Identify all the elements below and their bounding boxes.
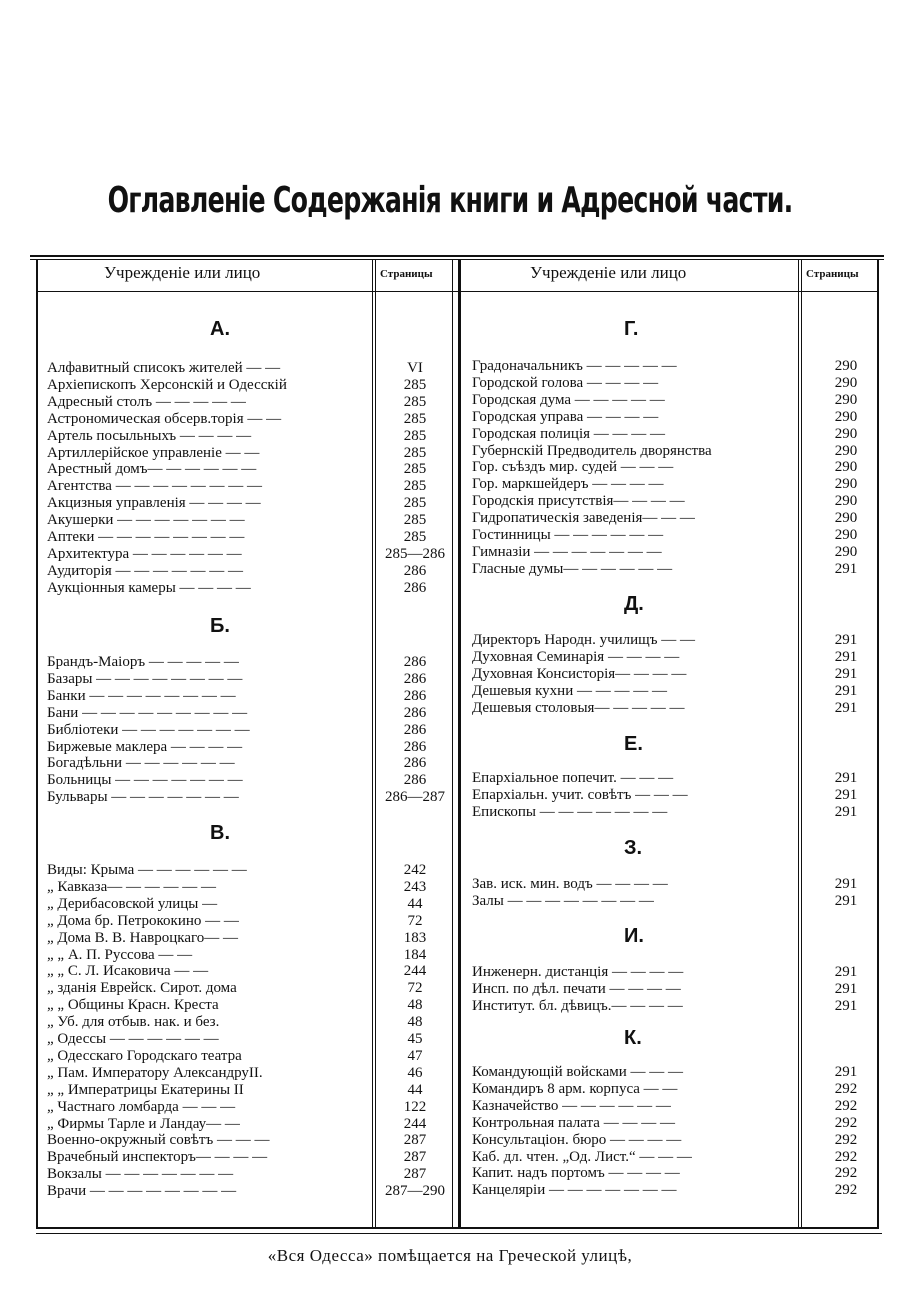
entry-page: 290	[834, 510, 858, 527]
entry-name: „ Уб. для отбыв. нак. и без.	[47, 1014, 220, 1031]
entry-name: Городскія присутствія— — — —	[472, 493, 685, 510]
index-entry	[47, 445, 467, 462]
index-entry	[47, 563, 467, 580]
entry-name: Врачи — — — — — — — —	[47, 1183, 237, 1200]
index-entry	[472, 649, 892, 666]
entry-name: „ Кавказа— — — — — —	[47, 878, 217, 895]
index-entry	[47, 755, 467, 772]
entry-name: „ Одессы — — — — — —	[47, 1031, 219, 1047]
entry-page: 291	[834, 892, 858, 909]
left-header-label: Учрежденіе или лицо	[104, 263, 261, 282]
index-entry	[472, 392, 892, 409]
index-entry	[47, 360, 467, 377]
section-letter: Б.	[210, 615, 230, 637]
index-entry	[47, 529, 467, 546]
index-entry	[47, 512, 467, 529]
index-entry	[47, 930, 467, 947]
entry-name: „ „ Общины Красн. Креста	[47, 997, 219, 1014]
entry-name: Институт. бл. дѣвицъ.— — — —	[472, 997, 683, 1014]
entry-page: 290	[834, 408, 858, 425]
index-entry	[472, 561, 892, 578]
entry-page: 291	[834, 786, 858, 803]
entry-name: Гостинницы — — — — — —	[472, 527, 664, 543]
entry-name: Брандъ-Маіоръ — — — — —	[47, 654, 239, 670]
entry-page: 122	[403, 1098, 427, 1115]
entry-page: 48	[407, 997, 423, 1014]
index-entry	[47, 1048, 467, 1065]
entry-page: 72	[407, 912, 423, 929]
entry-name: Дешевыя столовыя— — — — —	[472, 699, 685, 716]
entry-page: 285	[403, 495, 427, 512]
entry-page: 290	[834, 374, 858, 391]
index-entry	[47, 394, 467, 411]
index-entry	[47, 1065, 467, 1082]
index-entry	[47, 546, 467, 563]
entry-name: „ Частнаго ломбарда — — —	[47, 1098, 236, 1115]
index-entry	[47, 980, 467, 997]
page-title: Оглавленіе Содержанія книги и Адресной части.	[107, 180, 793, 221]
entry-name: Духовная Консисторія— — — —	[472, 665, 687, 682]
entry-page: 286	[403, 670, 427, 687]
entry-name: Архитектура — — — — — —	[47, 545, 242, 562]
entry-page: 292	[834, 1114, 858, 1131]
entry-page: 292	[834, 1148, 858, 1165]
index-entry	[472, 459, 892, 476]
entry-name: Аптеки — — — — — — — —	[47, 529, 245, 545]
section-letter: Г.	[624, 318, 639, 340]
entry-name: „ Дома В. В. Навроцкаго— —	[47, 929, 239, 946]
index-entry	[47, 789, 467, 806]
entry-page: 286	[403, 755, 427, 772]
index-entry	[47, 377, 467, 394]
entry-name: Зав. иск. мин. водъ — — — —	[472, 876, 668, 892]
index-entry	[472, 1081, 892, 1098]
entry-page: 286	[403, 562, 427, 579]
entry-name: Контрольная палата — — — —	[472, 1114, 675, 1131]
index-entry	[47, 461, 467, 478]
index-entry	[472, 527, 892, 544]
entry-name: Консультаціон. бюро — — — —	[472, 1131, 682, 1148]
index-entry	[47, 1116, 467, 1133]
index-entry	[47, 963, 467, 980]
entry-name: Инженерн. дистанція — — — —	[472, 964, 684, 980]
entry-name: Залы — — — — — — — —	[472, 892, 654, 909]
index-entry	[472, 1149, 892, 1166]
entry-page: 44	[407, 895, 423, 912]
entry-name: Арестный домъ— — — — — —	[47, 461, 257, 478]
index-entry	[47, 478, 467, 495]
entry-name: Алфавитный списокъ жителей — —	[47, 360, 281, 376]
index-entry	[47, 495, 467, 512]
right-header-label: Учрежденіе или лицо	[530, 263, 687, 282]
index-entry	[47, 772, 467, 789]
entry-name: Городской голова — — — —	[472, 374, 659, 391]
index-entry	[47, 1099, 467, 1116]
index-entry	[472, 544, 892, 561]
entry-page: 184	[403, 946, 427, 963]
entry-page: 285	[403, 427, 427, 444]
top-rule	[30, 255, 884, 257]
index-entry	[47, 739, 467, 756]
entry-page: 291	[834, 648, 858, 665]
entry-name: Губернскій Предводитель дворянства	[472, 442, 712, 459]
entry-name: Виды: Крыма — — — — — —	[47, 862, 247, 878]
entry-name: Акцизныя управленія — — — —	[47, 495, 261, 512]
entry-page: 72	[407, 980, 423, 997]
entry-page: 285	[403, 444, 427, 461]
entry-name: „ Фирмы Тарле и Ландау— —	[47, 1115, 240, 1132]
entry-page: 291	[834, 980, 858, 997]
section-letter: В.	[210, 822, 230, 844]
entry-name: Инсп. по дѣл. печати — — — —	[472, 980, 681, 997]
entry-name: Аудиторія — — — — — — —	[47, 562, 243, 579]
entry-page: VI	[407, 360, 423, 376]
entry-page: 286—287	[385, 789, 445, 806]
entry-name: „ Пам. Императору АлександруII.	[47, 1064, 263, 1081]
right-header-pages: Страницы	[806, 268, 859, 280]
index-entry	[472, 375, 892, 392]
top-rule-thin	[30, 259, 884, 260]
entry-page: 285	[403, 393, 427, 410]
index-entry	[472, 981, 892, 998]
section-letter: З.	[624, 837, 643, 859]
left-border	[36, 259, 38, 1229]
entry-page: 286	[403, 738, 427, 755]
entry-page: 291	[834, 876, 858, 892]
index-entry	[472, 443, 892, 460]
index-entry	[472, 700, 892, 717]
index-entry	[47, 879, 467, 896]
entry-name: Биржевые маклера — — — —	[47, 738, 243, 755]
section-letter: А.	[210, 318, 230, 340]
entry-name: Дешевыя кухни — — — — —	[472, 682, 667, 699]
entry-page: 45	[407, 1031, 423, 1047]
entry-name: Командиръ 8 арм. корпуса — —	[472, 1080, 678, 1097]
entry-page: 290	[834, 425, 858, 442]
index-entry	[472, 998, 892, 1015]
index-entry	[47, 671, 467, 688]
entry-name: Архіепископъ Херсонскій и Одесскій	[47, 376, 287, 393]
entry-page: 287	[403, 1132, 427, 1149]
entry-page: 290	[834, 493, 858, 510]
entry-page: 183	[403, 929, 427, 946]
entry-name: Артель посыльныхъ — — — —	[47, 427, 252, 444]
entry-page: 287—290	[385, 1183, 445, 1200]
entry-name: Гор. маркшейдеръ — — — —	[472, 476, 664, 493]
entry-page: 290	[834, 391, 858, 408]
entry-page: 243	[403, 878, 427, 895]
bottom-rule-2	[36, 1233, 882, 1234]
entry-name: Базары — — — — — — — —	[47, 670, 243, 687]
entry-page: 47	[407, 1047, 423, 1064]
entry-name: Капит. надъ портомъ — — — —	[472, 1165, 680, 1182]
index-entry	[472, 804, 892, 821]
index-entry	[47, 1132, 467, 1149]
entry-page: 292	[834, 1131, 858, 1148]
entry-name: Агентства — — — — — — — —	[47, 478, 262, 495]
entry-page: 286	[403, 721, 427, 738]
index-entry	[47, 862, 467, 879]
entry-page: 291	[834, 560, 858, 577]
entry-name: Каб. дл. чтен. „Од. Лист.“ — — —	[472, 1148, 692, 1165]
entry-name: Бани — — — — — — — — —	[47, 704, 248, 721]
entry-name: Гидропатическія заведенія— — —	[472, 510, 695, 527]
index-entry	[472, 1064, 892, 1081]
index-entry	[472, 893, 892, 910]
entry-name: „ „ А. П. Руссова — —	[47, 946, 193, 963]
section-letter: И.	[624, 925, 644, 947]
entry-page: 292	[834, 1097, 858, 1114]
entry-page: 286	[403, 579, 427, 596]
index-entry	[472, 426, 892, 443]
entry-name: Артиллерійское управленіе — —	[47, 444, 260, 461]
entry-name: Аукціонныя камеры — — — —	[47, 579, 251, 596]
entry-name: „ Одесскаго Городскаго театра	[47, 1047, 242, 1064]
index-entry	[472, 683, 892, 700]
index-entry	[47, 997, 467, 1014]
footer-note: «Вся Одесса» помѣщается на Греческой улицѣ,	[267, 1246, 633, 1265]
entry-page: 291	[834, 1064, 858, 1080]
index-entry	[47, 947, 467, 964]
section-letter: Д.	[624, 593, 644, 615]
entry-page: 286	[403, 687, 427, 704]
index-entry	[472, 632, 892, 649]
index-entry	[47, 688, 467, 705]
index-entry	[472, 770, 892, 787]
entry-page: 285	[403, 529, 427, 545]
entry-page: 285	[403, 461, 427, 478]
entry-name: Гласные думы— — — — — —	[472, 560, 673, 577]
section-letter: К.	[624, 1027, 642, 1049]
entry-name: „ Дома бр. Петрококино — —	[47, 912, 239, 929]
bottom-rule	[36, 1227, 878, 1229]
entry-name: Библіотеки — — — — — — —	[47, 721, 250, 738]
index-entry	[47, 580, 467, 597]
entry-name: Больницы — — — — — — —	[47, 772, 243, 789]
entry-page: 290	[834, 442, 858, 459]
index-entry	[47, 1166, 467, 1183]
entry-page: 244	[403, 963, 427, 980]
entry-name: Епископы — — — — — — —	[472, 803, 668, 820]
entry-page: 44	[407, 1081, 423, 1098]
index-entry	[472, 964, 892, 981]
entry-page: 287	[403, 1149, 427, 1166]
entry-name: Акушерки — — — — — — —	[47, 512, 245, 529]
entry-page: 244	[403, 1115, 427, 1132]
entry-name: Гимназіи — — — — — — —	[472, 543, 662, 560]
index-entry	[47, 1082, 467, 1099]
entry-name: Казначейство — — — — — —	[472, 1097, 671, 1114]
entry-page: 291	[834, 770, 858, 786]
index-entry	[47, 1149, 467, 1166]
entry-page: 290	[834, 543, 858, 560]
index-entry	[472, 493, 892, 510]
entry-name: Епархіальн. учит. совѣтъ — — —	[472, 786, 688, 803]
entry-page: 291	[834, 803, 858, 820]
entry-name: Духовная Семинарія — — — —	[472, 648, 680, 665]
index-entry	[47, 705, 467, 722]
entry-page: 285	[403, 376, 427, 393]
index-entry	[47, 722, 467, 739]
entry-page: 291	[834, 699, 858, 716]
entry-page: 286	[403, 654, 427, 670]
entry-page: 285	[403, 512, 427, 529]
entry-name: „ „ С. Л. Исаковича — —	[47, 963, 209, 980]
entry-name: Врачебный инспекторъ— — — —	[47, 1149, 268, 1166]
entry-name: Епархіальное попечит. — — —	[472, 770, 674, 786]
entry-page: 291	[834, 964, 858, 980]
index-entry	[47, 913, 467, 930]
entry-name: Военно-окружный совѣтъ — — —	[47, 1132, 270, 1149]
index-entry	[472, 876, 892, 893]
index-entry	[472, 358, 892, 375]
index-entry	[47, 896, 467, 913]
entry-page: 291	[834, 997, 858, 1014]
entry-page: 290	[834, 527, 858, 543]
entry-name: „ Дерибасовской улицы —	[47, 895, 218, 912]
section-letter: Е.	[624, 733, 643, 755]
entry-page: 292	[834, 1080, 858, 1097]
entry-page: 48	[407, 1014, 423, 1031]
index-entry	[472, 666, 892, 683]
entry-page: 285—286	[385, 545, 445, 562]
entry-page: 285	[403, 478, 427, 495]
index-entry	[472, 1165, 892, 1182]
entry-page: 292	[834, 1182, 858, 1199]
entry-name: Городская дума — — — — —	[472, 391, 665, 408]
index-entry	[472, 1132, 892, 1149]
index-entry	[47, 428, 467, 445]
index-entry	[47, 1183, 467, 1200]
index-entry	[47, 1031, 467, 1048]
entry-page: 290	[834, 358, 858, 374]
entry-name: Командующій войсками — — —	[472, 1064, 684, 1080]
index-entry	[472, 510, 892, 527]
index-entry	[472, 1098, 892, 1115]
entry-name: Гор. съѣздъ мир. судей — — —	[472, 459, 674, 476]
entry-page: 291	[834, 632, 858, 648]
index-entry	[472, 1115, 892, 1132]
entry-page: 292	[834, 1165, 858, 1182]
entry-name: Астрономическая обсерв.торія — —	[47, 410, 282, 427]
entry-page: 291	[834, 682, 858, 699]
entry-name: Директоръ Народн. училищъ — —	[472, 632, 695, 648]
entry-name: Бульвары — — — — — — —	[47, 789, 239, 806]
entry-name: „ зданія Еврейск. Сирот. дома	[47, 980, 237, 997]
entry-name: Богадѣльни — — — — — —	[47, 755, 235, 772]
entry-name: Банки — — — — — — — —	[47, 687, 236, 704]
entry-name: Городская управа — — — —	[472, 408, 659, 425]
entry-name: Канцеляріи — — — — — — —	[472, 1182, 677, 1199]
entry-page: 286	[403, 704, 427, 721]
entry-page: 286	[403, 772, 427, 789]
index-entry	[472, 476, 892, 493]
index-entry	[472, 409, 892, 426]
entry-name: Вокзалы — — — — — — —	[47, 1166, 234, 1183]
entry-page: 46	[407, 1064, 423, 1081]
index-entry	[47, 411, 467, 428]
entry-page: 285	[403, 410, 427, 427]
index-entry	[47, 1014, 467, 1031]
index-entry	[472, 787, 892, 804]
entry-page: 290	[834, 476, 858, 493]
entry-page: 242	[403, 862, 427, 878]
entry-page: 291	[834, 665, 858, 682]
left-header-pages: Страницы	[380, 268, 433, 280]
header-rule	[36, 291, 878, 292]
entry-page: 290	[834, 459, 858, 476]
entry-name: Градоначальникъ — — — — —	[472, 358, 677, 374]
entry-page: 287	[403, 1166, 427, 1183]
index-entry	[472, 1182, 892, 1199]
entry-name: Городская полиція — — — —	[472, 425, 666, 442]
entry-name: Адресный столъ — — — — —	[47, 393, 246, 410]
index-entry	[47, 654, 467, 671]
entry-name: „ „ Императрицы Екатерины II	[47, 1081, 244, 1098]
